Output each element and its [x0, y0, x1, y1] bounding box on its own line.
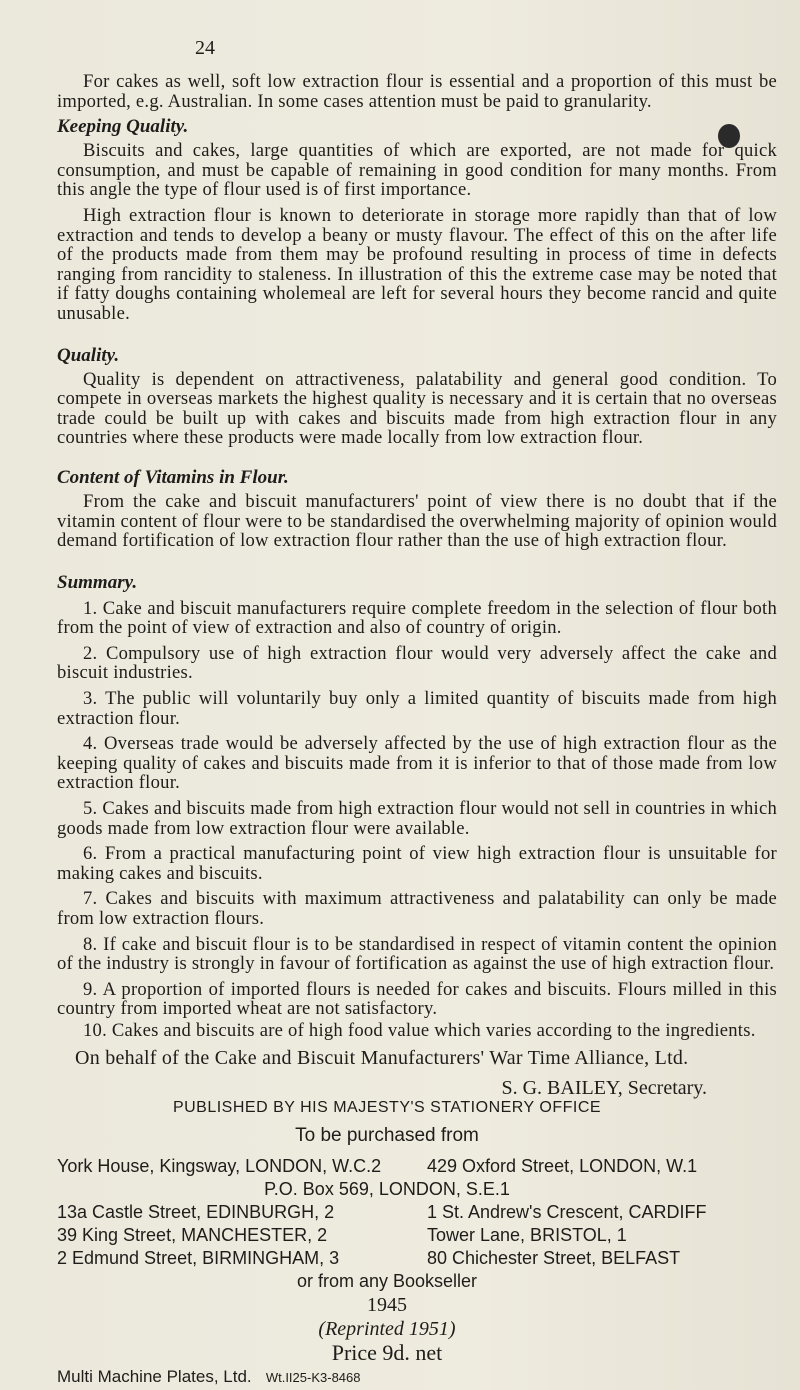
printer-line	[57, 1367, 777, 1388]
summary-item-8: 8. If cake and biscuit flour is to be standardised in respect of vitamin content the opinion of the industry is strongly in favour of fortification as against the use of high extraction flour.	[57, 933, 777, 975]
summary-item-1: 1. Cake and biscuit manufacturers require complete freedom in the selection of flour both from the point of view of extraction and also of country of origin.	[57, 597, 777, 639]
summary-item-6: 6. From a practical manufacturing point of view high extraction flour is unsuitable for making cakes and biscuits.	[57, 843, 777, 884]
keeping-quality-paragraph-1: Biscuits and cakes, large quantities of which are exported, are not made for quick consumption, and must be capable of remaining in good condition for many months. From this angle the type of flour used is of first importance.	[57, 140, 777, 201]
address-po-box: P.O. Box 569, LONDON, S.E.1	[264, 1178, 510, 1199]
publication-block	[57, 1099, 777, 1293]
purchase-line: To be purchased from	[295, 1124, 479, 1146]
bookseller-line: or from any Bookseller	[296, 1270, 478, 1291]
price: Price 9d. net	[331, 1339, 443, 1365]
summary-item-4: 4. Overseas trade would be adversely affected by the use of high extraction flour as the keeping quality of cakes and biscuits made from it is inferior to that of those made from low extraction flour.	[57, 733, 777, 794]
keeping-quality-paragraph-2: High extraction flour is known to deteriorate in storage more rapidly than that of low extraction and tends to develop a beany or musty flavour. The effect of this on the after life of the products made from them may be profound resulting in process of time in defects ranging from rancidity to staleness. In illustration of this the extreme case may be noted that if fatty doughs containing wholemeal are left for several hours they become rancid and quite unusable.	[57, 204, 777, 324]
heading-summary: Summary.	[57, 571, 138, 593]
address-edinburgh: 13a Castle Street, EDINBURGH, 2	[57, 1201, 335, 1222]
heading-quality: Quality.	[57, 344, 120, 366]
summary-item-7: 7. Cakes and biscuits with maximum attractiveness and palatability can only be made from low extraction flours.	[57, 888, 777, 929]
publisher-line: PUBLISHED BY HIS MAJESTY'S STATIONERY OFFICE	[172, 1098, 602, 1116]
summary-item-3: 3. The public will voluntarily buy only a limited quantity of biscuits made from high extraction flour.	[57, 688, 777, 729]
quality-paragraph: Quality is dependent on attractiveness, palatability and general good condition. To compete in overseas markets the highest quality is necessary and it is certain that no overseas trade could be built up with cakes and biscuits made from high extraction flour in any countries where these products were made locally from low extraction flour.	[57, 368, 777, 449]
year: 1945	[367, 1293, 407, 1316]
address-london-kingsway: York House, Kingsway, LONDON, W.C.2	[57, 1155, 382, 1176]
address-grid	[57, 1155, 777, 1178]
heading-keeping-quality: Keeping Quality.	[57, 116, 189, 138]
page-number: 24	[195, 37, 215, 59]
summary-item-9: 9. A proportion of imported flours is needed for cakes and biscuits. Flours milled in this country from imported wheat are not satisfactory.	[57, 978, 777, 1020]
page-content	[57, 36, 777, 1388]
address-grid-2	[57, 1201, 777, 1270]
printer-name: Multi Machine Plates, Ltd.	[57, 1366, 252, 1386]
address-belfast: 80 Chichester Street, BELFAST	[427, 1247, 681, 1268]
summary-item-5: 5. Cakes and biscuits made from high extraction flour would not sell in countries in which goods made from low extraction flour were available.	[57, 798, 777, 839]
vitamins-paragraph: From the cake and biscuit manufacturers' point of view there is no doubt that if the vitamin content of flour were to be standardised the overwhelming majority of opinion would demand fortification of low extraction flour rather than the use of high extraction flour.	[57, 490, 777, 552]
address-bristol: Tower Lane, BRISTOL, 1	[427, 1224, 627, 1245]
address-london-oxford: 429 Oxford Street, LONDON, W.1	[427, 1155, 698, 1176]
on-behalf-line: On behalf of the Cake and Biscuit Manufacturers' War Time Alliance, Ltd.	[75, 1046, 689, 1069]
address-cardiff: 1 St. Andrew's Crescent, CARDIFF	[427, 1201, 707, 1222]
signature: S. G. BAILEY, Secretary.	[501, 1076, 707, 1099]
address-manchester: 39 King Street, MANCHESTER, 2	[57, 1224, 328, 1245]
reprinted-note: (Reprinted 1951)	[318, 1317, 456, 1340]
address-birmingham: 2 Edmund Street, BIRMINGHAM, 3	[57, 1247, 340, 1268]
intro-paragraph: For cakes as well, soft low extraction flour is essential and a proportion of this must be imported, e.g. Australian. In some cases attention must be paid to granularity.	[57, 71, 777, 112]
heading-vitamins: Content of Vitamins in Flour.	[57, 466, 289, 488]
printer-code: Wt.II25-K3-8468	[265, 1369, 361, 1385]
summary-item-10: 10. Cakes and biscuits are of high food value which varies according to the ingredients.	[83, 1019, 756, 1041]
summary-item-2: 2. Compulsory use of high extraction flour would very adversely affect the cake and biscuit industries.	[57, 642, 777, 684]
